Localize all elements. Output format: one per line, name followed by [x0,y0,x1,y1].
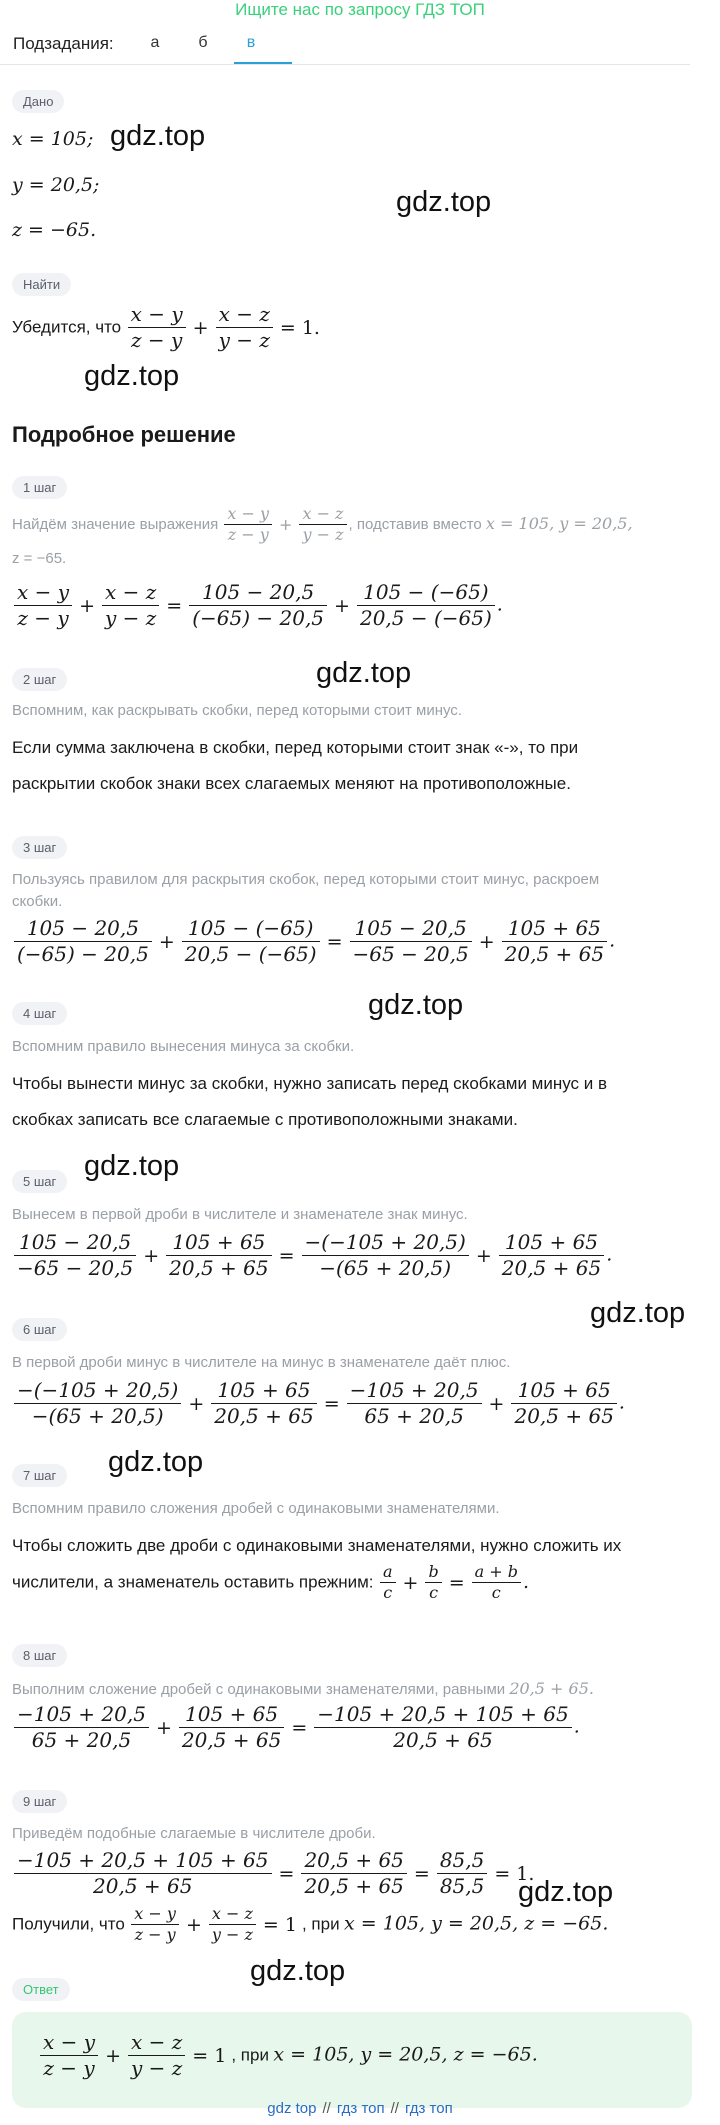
step-1-text-cont: z = −65. [12,550,67,567]
step-3-badge: 3 шаг [12,836,67,859]
tab-v[interactable]: в [246,34,256,51]
rule-2-line-2: скобках записать все слагаемые с противоположными знаками. [12,1110,518,1129]
section-title: Подробное решение [12,422,236,447]
result-line: Получили, что $\frac{x - y}{z - y}$ + $\frac{x - z}{y - z}$ = 1 , при x = 105, y = 20,5, z = −65. [12,1904,609,1944]
step-5-text: Вынесем в первой дроби в числителе и знаменателе знак минус. [12,1206,468,1223]
given-badge: Дано [12,90,64,113]
answer-formula: $\frac{x - y}{z - y}$ + $\frac{x - z}{y - z}$ = 1 , при x = 105, y = 20,5, z = −65. [38,2030,538,2081]
watermark: gdz.top [84,360,180,392]
step-9-text: Приведём подобные слагаемые в числителе дроби. [12,1825,376,1842]
watermark: gdz.top [250,1955,346,1987]
find-statement: Убедится, что $\frac{x - y}{z - y}$ + $\frac{x - z}{y - z}$ = 1. [12,302,320,352]
top-search-link[interactable]: Ищите нас по запросу ГДЗ ТОП [235,0,485,19]
step-1-badge: 1 шаг [12,476,67,499]
tab-a[interactable]: а [150,34,160,51]
step-8-text: Выполним сложение дробей с одинаковыми знаменателями, равными 20,5 + 65. [12,1679,594,1698]
step-1-text: Найдём значение выражения $\frac{x - y}{z - y}$ + $\frac{x - z}{y - z}$ , подставив вместо x = 105, y = 20,5, [12,504,633,544]
step-3-formula: $\frac{105 - 20,5}{(-65) - 20,5}$ + $\frac{105 - (-65)}{20,5 - (-65)}$ = $\frac{105 - 20,5}{-65 - 20,5}$ + $\frac{105 + 65}{20,5 + 65}$ . [12,916,615,967]
step-4-badge: 4 шаг [12,1002,67,1025]
step-3-text-1: Пользуясь правилом для раскрытия скобок, перед которыми стоит минус, раскроем [12,871,600,888]
step-7-text: Вспомним правило сложения дробей с одинаковыми знаменателями. [12,1500,500,1517]
step-6-text: В первой дроби минус в числителе на минус в знаменателе даёт плюс. [12,1354,511,1371]
watermark: gdz.top [316,657,412,689]
step-7-badge: 7 шаг [12,1464,67,1487]
tab-b[interactable]: б [198,34,208,51]
step-2-badge: 2 шаг [12,668,67,691]
footer-link-2[interactable]: гдз топ [336,2100,385,2117]
given-z: z = −65. [12,219,97,241]
rule-2-line-1: Чтобы вынести минус за скобки, нужно записать перед скобками минус и в [12,1074,608,1093]
step-9-formula: $\frac{-105 + 20,5 + 105 + 65}{20,5 + 65}$ = $\frac{20,5 + 65}{20,5 + 65}$ = $\frac{85,5}{85,5}$ = 1. [12,1848,539,1899]
rule-3-line-2: числители, а знаменатель оставить прежним: $\frac{a}{c}$ + $\frac{b}{c}$ = $\frac{a + b}{c}$ . [12,1562,530,1602]
step-6-badge: 6 шаг [12,1318,67,1341]
watermark: gdz.top [396,186,492,218]
active-tab-underline [234,62,292,64]
given-x: x = 105; [12,128,94,150]
step-6-formula: $\frac{-(-105 + 20,5)}{-(65 + 20,5)}$ + $\frac{105 + 65}{20,5 + 65}$ = $\frac{-105 + 20,5}{65 + 20,5}$ + $\frac{105 + 65}{20,5 + 65}$ . [12,1378,625,1429]
rule-1-line-2: раскрытии скобок знаки всех слагаемых меняют на противоположные. [12,774,571,793]
rule-3-line-1: Чтобы сложить две дроби с одинаковыми знаменателями, нужно сложить их [12,1536,622,1555]
footer-links: gdz top // гдз топ // гдз топ [267,2100,453,2117]
step-2-text: Вспомним, как раскрывать скобки, перед которыми стоит минус. [12,702,462,719]
step-4-text: Вспомним правило вынесения минуса за скобки. [12,1038,355,1055]
footer-link-3[interactable]: гдз топ [404,2100,453,2117]
watermark: gdz.top [84,1150,180,1182]
step-5-formula: $\frac{105 - 20,5}{-65 - 20,5}$ + $\frac{105 + 65}{20,5 + 65}$ = $\frac{-(-105 + 20,5)}{-(65 + 20,5)}$ + $\frac{105 + 65}{20,5 + 65}$ . [12,1230,612,1281]
step-3-text-2: скобки. [12,893,63,910]
step-5-badge: 5 шаг [12,1170,67,1193]
watermark: gdz.top [518,1876,614,1908]
answer-badge: Ответ [12,1978,70,2001]
step-1-formula: $\frac{x - y}{z - y}$ + $\frac{x - z}{y - z}$ = $\frac{105 - 20,5}{(-65) - 20,5}$ + $\frac{105 - (-65)}{20,5 - (-65)}$ . [12,580,503,631]
step-9-badge: 9 шаг [12,1790,67,1813]
watermark: gdz.top [108,1446,204,1478]
rule-1-line-1: Если сумма заключена в скобки, перед которыми стоит знак «-», то при [12,738,579,757]
subtasks-label: Подзадания: [13,34,114,53]
watermark: gdz.top [368,989,464,1021]
watermark: gdz.top [590,1297,686,1329]
step-8-formula: $\frac{-105 + 20,5}{65 + 20,5}$ + $\frac{105 + 65}{20,5 + 65}$ = $\frac{-105 + 20,5 + 105 + 65}{20,5 + 65}$ . [12,1702,580,1753]
watermark: gdz.top [110,120,206,152]
tabs-divider [0,64,690,65]
find-badge: Найти [12,273,71,296]
footer-link-1[interactable]: gdz top [267,2100,317,2117]
given-y: y = 20,5; [12,174,100,196]
step-8-badge: 8 шаг [12,1644,67,1667]
